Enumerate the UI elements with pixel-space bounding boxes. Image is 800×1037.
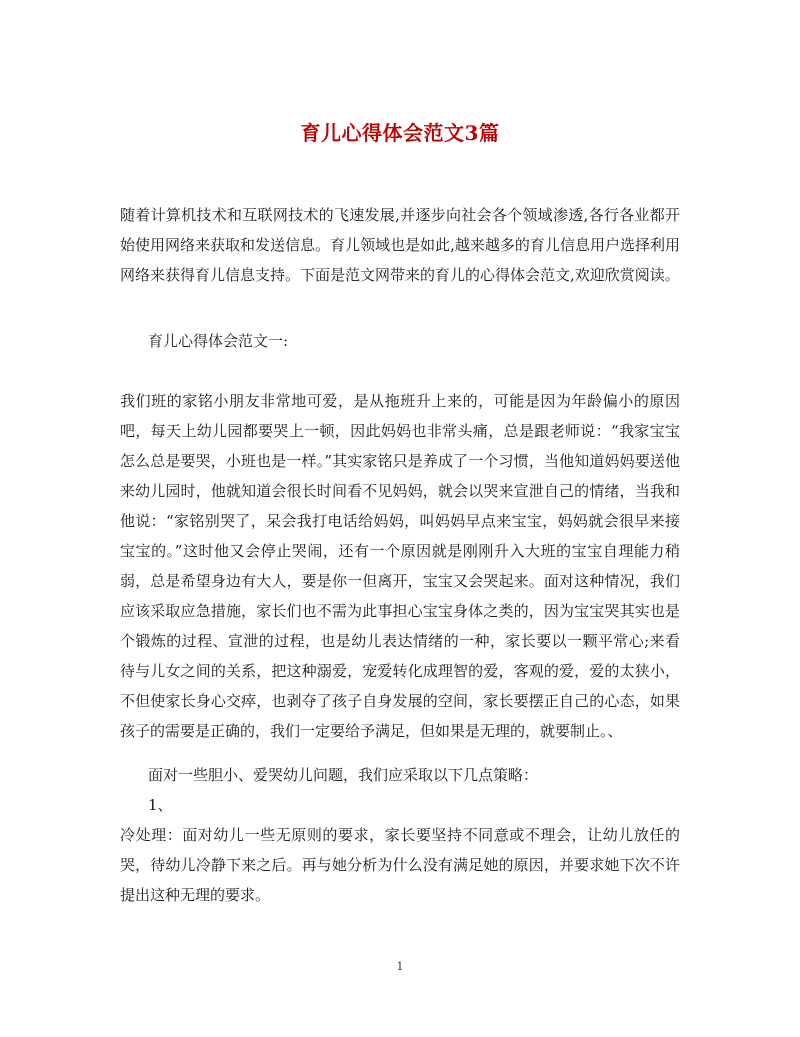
page-number: 1 xyxy=(396,960,404,973)
strategy-intro-paragraph: 面对一些胆小、爱哭幼儿问题，我们应采取以下几点策略： xyxy=(148,766,539,784)
list-item-text: 冷处理：面对幼儿一些无原则的要求，家长要坚持不同意或不理会，让幼儿放任的哭，待幼儿冷静下来之后。再与她分析为什么没有满足她的原因，并要求她下次不许提出这种无理的要求。 xyxy=(120,826,680,904)
intro-paragraph: 随着计算机技术和互联网技术的飞速发展,并逐步向社会各个领域渗透,各行各业都开始使用网络来获取和发送信息。育儿领域也是如此,越来越多的育儿信息用户选择利用网络来获得育儿信息支持。下面是范文网带来的育儿的心得体会范文,欢迎欣赏阅读。 xyxy=(120,206,680,284)
section-heading: 育儿心得体会范文一: xyxy=(148,332,289,350)
section-body-paragraph: 我们班的家铭小朋友非常地可爱，是从拖班升上来的，可能是因为年龄偏小的原因吧，每天上幼儿园都要哭上一顿，因此妈妈也非常头痛，总是跟老师说：“我家宝宝怎么总是要哭，小班也是一样。”其实家铭只是养成了一个习惯，当他知道妈妈要送他来幼儿园时，他就知道会很长时间看不见妈妈，就会以哭来宣泄自己的情绪，当我和他说：“家铭别哭了，呆会我打电话给妈妈，叫妈妈早点来宝宝，妈妈就会很早来接宝宝的。”这时他又会停止哭闹，还有一个原因就是刚刚升入大班的宝宝自理能力稍弱，总是希望身边有大人，要是你一但离开，宝宝又会哭起来。面对这种情况，我们应该采取应急措施，家长们也不需为此事担心宝宝身体之类的，因为宝宝哭其实也是个锻炼的过程、宣泄的过程，也是幼儿表达情绪的一种，家长要以一颗平常心;来看待与儿女之间的关系，把这种溺爱，宠爱转化成理智的爱，客观的爱，爱的太狭小，不但使家长身心交瘁，也剥夺了孩子自身发展的空间，家长要摆正自己的心态，如果孩子的需要是正确的，我们一定要给予满足，但如果是无理的，就要制止。、 xyxy=(120,392,680,740)
list-item-number: 1、 xyxy=(148,796,173,814)
document-title: 育儿心得体会范文3篇 xyxy=(300,121,500,146)
